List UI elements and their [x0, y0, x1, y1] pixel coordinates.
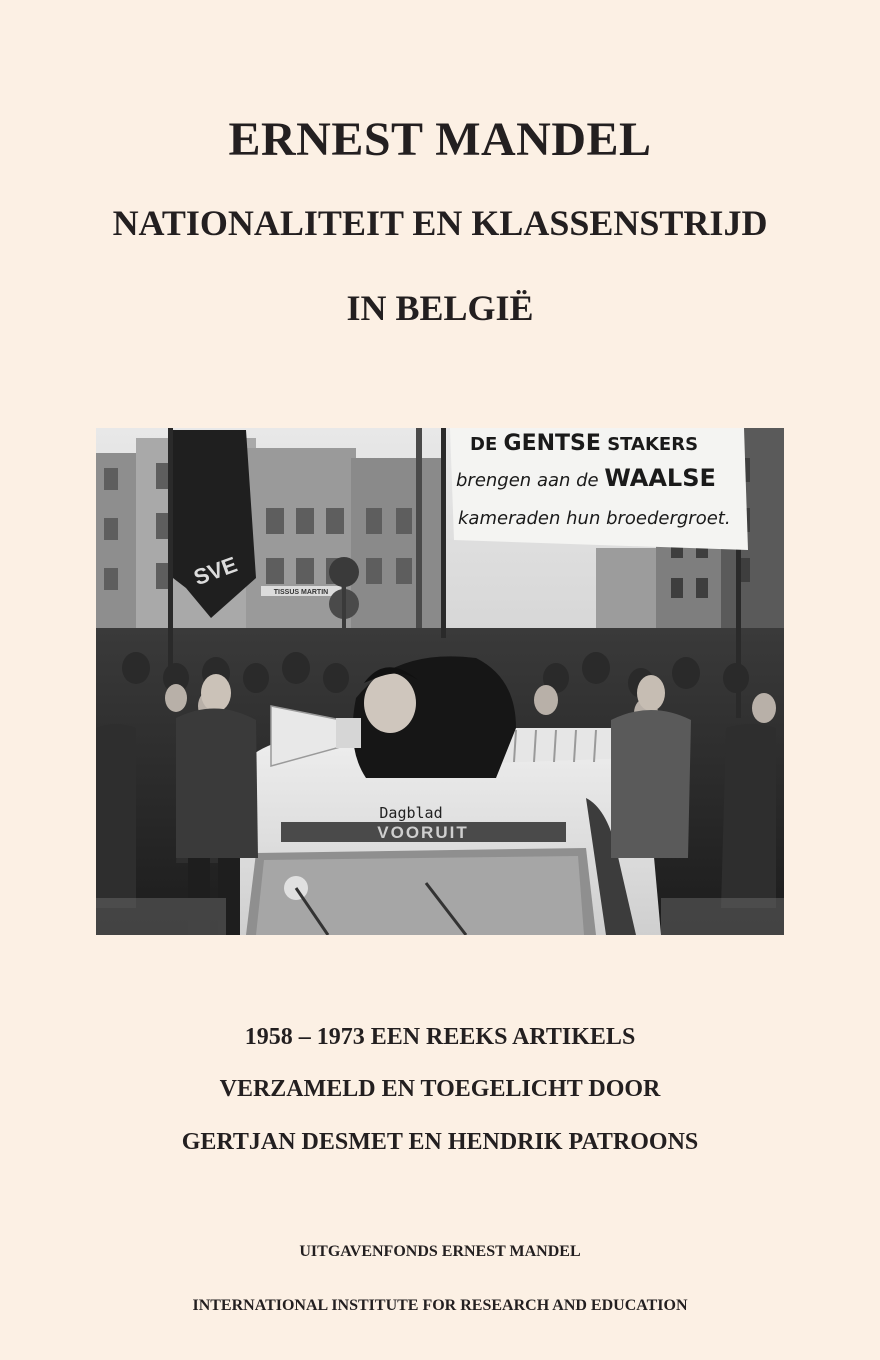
- publisher-line2: INTERNATIONAL INSTITUTE FOR RESEARCH AND EDUCATION: [192, 1297, 688, 1314]
- subtitle-line2: VERZAMELD EN TOEGELICHT DOOR: [219, 1076, 661, 1102]
- photo-car-top-text: Dagblad: [379, 804, 443, 822]
- svg-text:kameraden hun broedergroet.: kameraden hun broedergroet.: [458, 508, 731, 529]
- book-title-line1: NATIONALITEIT EN KLASSENSTRIJD: [112, 203, 768, 243]
- svg-text:DE GENTSE STAKERS: DE GENTSE STAKERS: [470, 431, 699, 456]
- photo-buildings-left: [96, 438, 446, 643]
- subtitle-line3: GERTJAN DESMET EN HENDRIK PATROONS: [181, 1129, 699, 1155]
- cover-photo: [96, 428, 784, 935]
- author-name: ERNEST MANDEL: [228, 113, 652, 166]
- photo-shop-sign: TISSUS MARTIN: [273, 589, 329, 596]
- svg-text:brengen aan de WAALSE: brengen aan de WAALSE: [456, 464, 716, 492]
- photo-car-banner-text: VOORUIT: [377, 823, 469, 842]
- photo-flag-text: SVE: [190, 551, 241, 591]
- publisher-line1: UITGAVENFONDS ERNEST MANDEL: [299, 1243, 581, 1260]
- book-title-line2: IN BELGIË: [346, 288, 534, 328]
- subtitle-line1: 1958 – 1973 EEN REEKS ARTIKELS: [244, 1024, 636, 1050]
